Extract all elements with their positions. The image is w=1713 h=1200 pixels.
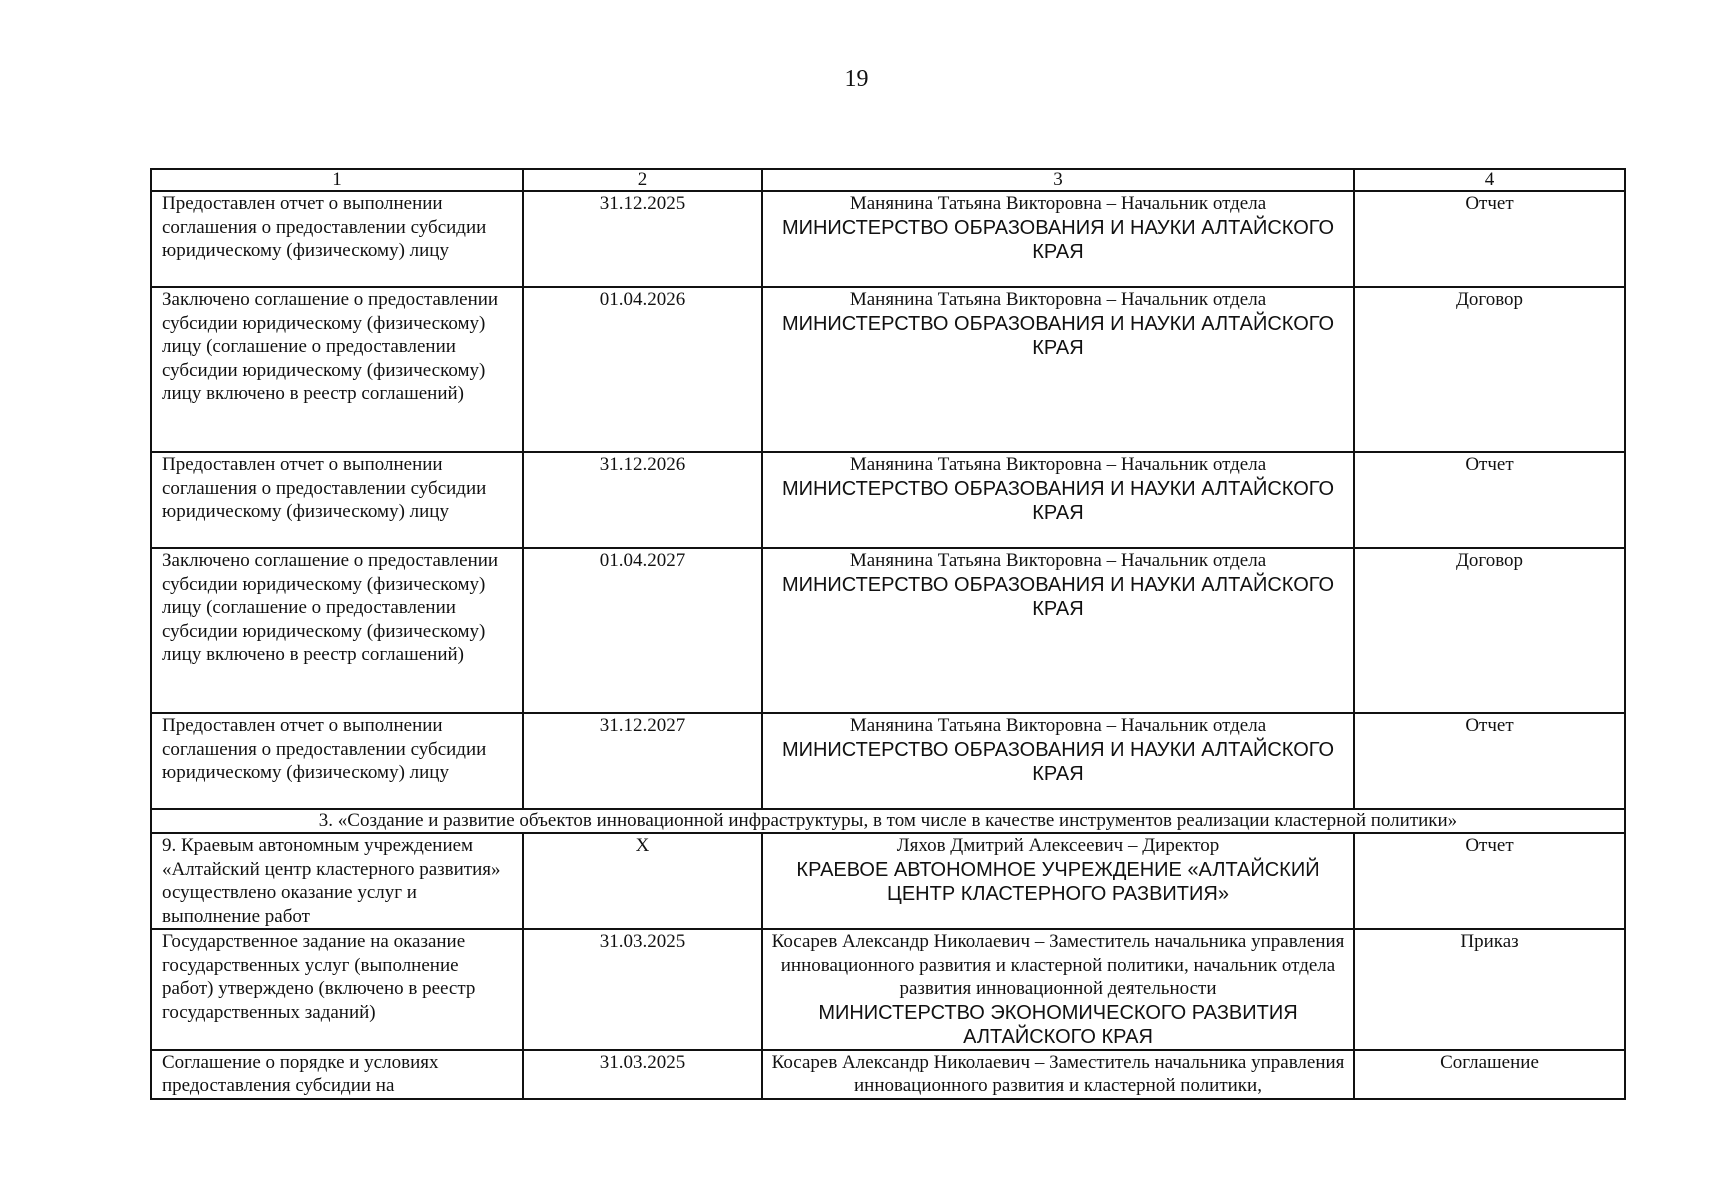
responsible-person: Манянина Татьяна Викторовна – Начальник отдела (849, 454, 1267, 475)
table-row (151, 548, 1625, 713)
date-cell: 31.12.2025 (523, 191, 762, 287)
event-cell: 9. Краевым автономным учреждением «Алтайский центр кластерного развития» осуществлено оказание услуг и выполнение работ (151, 833, 523, 929)
responsible-cell (762, 548, 1354, 713)
column-header: 2 (523, 169, 762, 191)
document-type-cell: Отчет (1354, 191, 1625, 287)
responsible-cell (762, 452, 1354, 548)
date-cell: 31.03.2025 (523, 1050, 762, 1099)
table-row (151, 1050, 1625, 1099)
date-cell: 31.03.2025 (523, 929, 762, 1050)
table-row (151, 833, 1625, 929)
responsible-cell (762, 833, 1354, 929)
event-cell: Предоставлен отчет о выполнении соглашения о предоставлении субсидии юридическому (физическому) лицу (151, 452, 523, 548)
document-type-cell: Договор (1354, 287, 1625, 452)
responsible-person: Косарев Александр Николаевич – Заместитель начальника управления инновационного развития и кластерной политики, начальник отдела развития инновационной деятельности (771, 931, 1345, 999)
responsible-person: Манянина Татьяна Викторовна – Начальник отдела (849, 289, 1267, 310)
column-header: 3 (762, 169, 1354, 191)
column-header: 4 (1354, 169, 1625, 191)
event-cell: Предоставлен отчет о выполнении соглашения о предоставлении субсидии юридическому (физическому) лицу (151, 713, 523, 809)
document-type-cell: Приказ (1354, 929, 1625, 1050)
table-row (151, 929, 1625, 1050)
responsible-org: МИНИСТЕРСТВО ОБРАЗОВАНИЯ И НАУКИ АЛТАЙСКОГО КРАЯ (781, 216, 1335, 263)
document-type-cell: Отчет (1354, 452, 1625, 548)
responsible-cell (762, 1050, 1354, 1099)
event-cell: Государственное задание на оказание государственных услуг (выполнение работ) утверждено (включено в реестр государственных заданий) (151, 929, 523, 1050)
page-number: 19 (844, 66, 869, 92)
date-cell: X (523, 833, 762, 929)
date-cell: 01.04.2027 (523, 548, 762, 713)
event-cell: Соглашение о порядке и условиях предоставления субсидии на (151, 1050, 523, 1099)
document-type-cell: Соглашение (1354, 1050, 1625, 1099)
section-title: 3. «Создание и развитие объектов инновационной инфраструктуры, в том числе в качестве инструментов реализации кластерной политики» (151, 809, 1625, 833)
date-cell: 31.12.2026 (523, 452, 762, 548)
column-header: 1 (151, 169, 523, 191)
responsible-person: Манянина Татьяна Викторовна – Начальник отдела (849, 550, 1267, 571)
responsible-person: Ляхов Дмитрий Алексеевич – Директор (896, 835, 1220, 856)
events-table (150, 168, 1626, 1100)
responsible-cell (762, 713, 1354, 809)
event-cell: Предоставлен отчет о выполнении соглашения о предоставлении субсидии юридическому (физическому) лицу (151, 191, 523, 287)
table-row (151, 287, 1625, 452)
document-type-cell: Отчет (1354, 713, 1625, 809)
responsible-org: МИНИСТЕРСТВО ОБРАЗОВАНИЯ И НАУКИ АЛТАЙСКОГО КРАЯ (781, 573, 1335, 620)
responsible-person: Манянина Татьяна Викторовна – Начальник отдела (849, 193, 1267, 214)
responsible-org: МИНИСТЕРСТВО ОБРАЗОВАНИЯ И НАУКИ АЛТАЙСКОГО КРАЯ (781, 738, 1335, 785)
responsible-cell (762, 929, 1354, 1050)
table-row (151, 191, 1625, 287)
table-row (151, 713, 1625, 809)
date-cell: 01.04.2026 (523, 287, 762, 452)
responsible-org: МИНИСТЕРСТВО ЭКОНОМИЧЕСКОГО РАЗВИТИЯ АЛТАЙСКОГО КРАЯ (818, 1001, 1298, 1048)
responsible-org: МИНИСТЕРСТВО ОБРАЗОВАНИЯ И НАУКИ АЛТАЙСКОГО КРАЯ (781, 477, 1335, 524)
responsible-cell (762, 191, 1354, 287)
table-row (151, 452, 1625, 548)
event-cell: Заключено соглашение о предоставлении субсидии юридическому (физическому) лицу (соглашение о предоставлении субсидии юридическому (физическому) лицу включено в реестр соглашений) (151, 548, 523, 713)
responsible-person: Косарев Александр Николаевич – Заместитель начальника управления инновационного развития и кластерной политики, (771, 1051, 1345, 1096)
responsible-cell (762, 287, 1354, 452)
document-type-cell: Договор (1354, 548, 1625, 713)
responsible-org: КРАЕВОЕ АВТОНОМНОЕ УЧРЕЖДЕНИЕ «АЛТАЙСКИЙ ЦЕНТР КЛАСТЕРНОГО РАЗВИТИЯ» (796, 858, 1320, 905)
event-cell: Заключено соглашение о предоставлении субсидии юридическому (физическому) лицу (соглашение о предоставлении субсидии юридическому (физическому) лицу включено в реестр соглашений) (151, 287, 523, 452)
responsible-org: МИНИСТЕРСТВО ОБРАЗОВАНИЯ И НАУКИ АЛТАЙСКОГО КРАЯ (781, 312, 1335, 359)
table-header-row (151, 169, 1625, 191)
responsible-person: Манянина Татьяна Викторовна – Начальник отдела (849, 715, 1267, 736)
date-cell: 31.12.2027 (523, 713, 762, 809)
document-type-cell: Отчет (1354, 833, 1625, 929)
section-row (151, 809, 1625, 833)
